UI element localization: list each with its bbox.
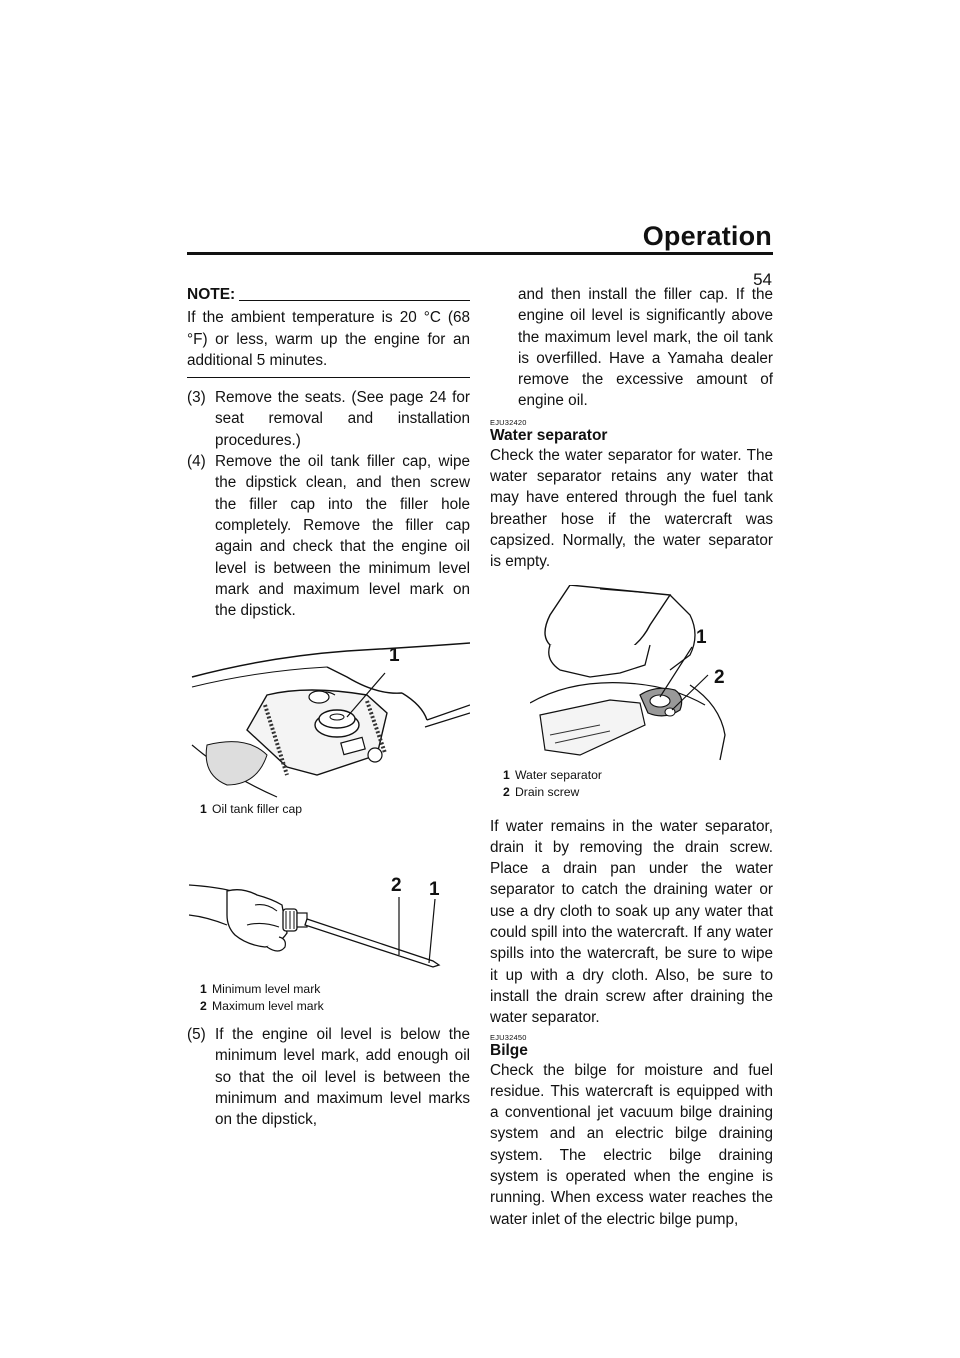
step-number: (3) bbox=[187, 389, 206, 407]
section-heading-water-separator: Water separator bbox=[490, 426, 608, 444]
dipstick-illustration bbox=[187, 875, 470, 975]
caption-text: Water separator bbox=[515, 767, 602, 782]
caption-water-separator bbox=[503, 767, 773, 785]
note-label-text: NOTE: bbox=[187, 286, 236, 303]
caption-text: Drain screw bbox=[515, 785, 580, 800]
bilge-text: Check the bilge for moisture and fuel residue. This watercraft is equipped with a conventional jet vacuum bilge draining system and an electric bilge draining system. The electric bilge draining system is operated when the engine is running. When excess water reaches the water inlet of the electric bilge pump, bbox=[490, 1061, 773, 1228]
header-rule bbox=[187, 252, 773, 255]
callout-1: 1 bbox=[389, 645, 400, 667]
caption-number: 1 bbox=[503, 767, 510, 782]
step-5 bbox=[187, 1024, 470, 1130]
caption-number: 2 bbox=[503, 785, 510, 800]
caption-maximum-level-mark bbox=[200, 998, 470, 1016]
figure-water-separator bbox=[530, 585, 773, 765]
section-code: EJU32450 bbox=[490, 1032, 527, 1042]
water-separator-illustration bbox=[530, 585, 730, 765]
caption-text: Minimum level mark bbox=[212, 981, 321, 996]
note-label-rule bbox=[239, 300, 470, 301]
caption-minimum-level-mark bbox=[200, 981, 470, 999]
step-text: Remove the seats. (See page 24 for seat removal and installation procedures.) bbox=[215, 389, 470, 449]
water-separator-drain-text: If water remains in the water separator, drain it by removing the drain screw. Place a drain pan under the water separator to catch the draining water or use a dry cloth to soak up any water that could spill into the watercraft. If any water spills into the watercraft, be sure to wipe it up with a dry cloth. Also, be sure to install the drain screw after draining the water separator. bbox=[490, 817, 773, 1027]
callout-2: 2 bbox=[391, 874, 402, 896]
note-end-rule bbox=[187, 377, 470, 378]
callout-1: 1 bbox=[429, 878, 440, 900]
figure-dipstick bbox=[187, 875, 470, 975]
callout-2: 2 bbox=[714, 666, 725, 688]
step-5-continued: and then install the filler cap. If the engine oil level is significantly above the maximum level mark, the oil tank is overfilled. Have a Yamaha dealer remove the excessive amount of engine oil. bbox=[518, 286, 773, 410]
figure-oil-tank-filler-cap bbox=[187, 635, 470, 805]
step-4 bbox=[187, 451, 470, 621]
callout-1: 1 bbox=[696, 626, 707, 648]
page-number: 54 bbox=[753, 270, 772, 289]
step-number: (4) bbox=[187, 453, 206, 471]
caption-drain-screw bbox=[503, 784, 773, 802]
step-3 bbox=[187, 387, 470, 451]
note-label bbox=[187, 284, 470, 305]
step-text: Remove the oil tank filler cap, wipe the dipstick clean, and then screw the filler cap into the filler hole completely. Remove the filler cap again and check that the engine oil level is between the minimum level mark and maximum level mark on the dipstick. bbox=[215, 453, 470, 620]
step-text: If the engine oil level is below the minimum level mark, add enough oil so that the oil level is between the minimum and maximum level marks on the dipstick, bbox=[215, 1025, 470, 1129]
caption-text: Oil tank filler cap bbox=[212, 802, 303, 817]
section-heading-bilge: Bilge bbox=[490, 1041, 528, 1059]
water-separator-text: Check the water separator for water. The water separator retains any water that may have entered through the fuel tank breather hose if the watercraft was capsized. Normally, the water separator is empty. bbox=[490, 446, 773, 571]
left-column bbox=[187, 284, 470, 1130]
caption-number: 1 bbox=[200, 802, 207, 817]
right-column bbox=[490, 284, 773, 1230]
caption-text: Maximum level mark bbox=[212, 999, 324, 1014]
page-title: Operation bbox=[642, 221, 772, 251]
oil-tank-cap-illustration bbox=[187, 635, 470, 805]
note-text: If the ambient temperature is 20 °C (68 °F) or less, warm up the engine for an additional 5 minutes. bbox=[187, 309, 470, 369]
caption-number: 1 bbox=[200, 981, 207, 996]
step-number: (5) bbox=[187, 1025, 206, 1043]
section-code: EJU32420 bbox=[490, 417, 527, 427]
caption-number: 2 bbox=[200, 999, 207, 1014]
